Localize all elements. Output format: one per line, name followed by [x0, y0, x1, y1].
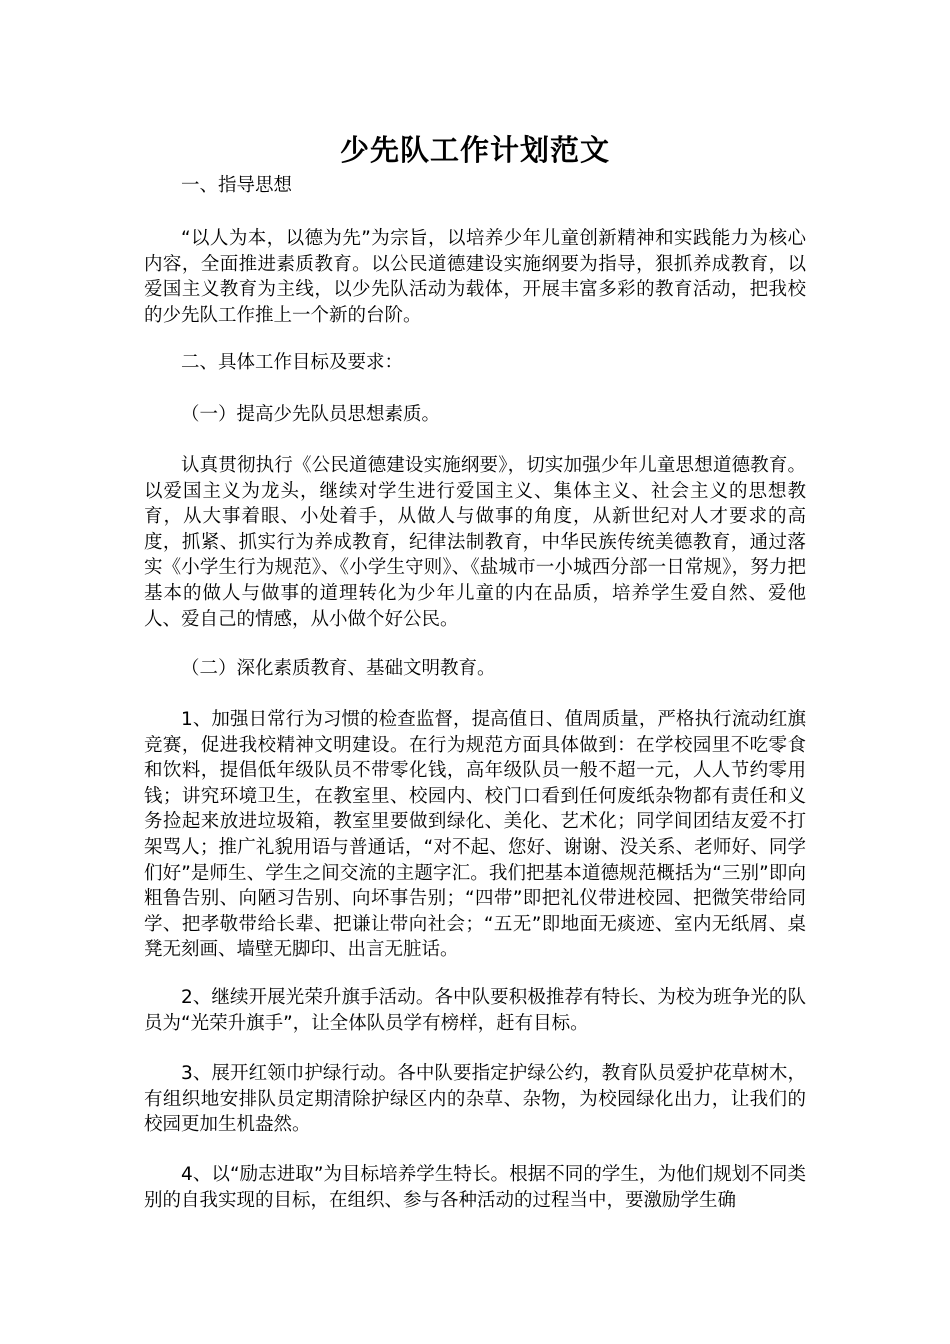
section-heading-work-goals: 二、具体工作目标及要求： — [181, 352, 404, 373]
subsection-heading-thought-quality: （一）提高少先队员思想素质。 — [181, 404, 441, 425]
paragraph-item-1: 1、加强日常行为习惯的检查监督，提高值日、值周质量，严格执行流动红旗竞赛，促进我校精神文明建设。在行为规范方面具体做到：在学校园里不吃零食和饮料，提倡低年级队员不带零化钱，高年级队员一般不超一元，人人节约零用钱；讲究环境卫生，在教室里、校园内、校门口看到任何废纸杂物都有责任和义务捡起来放进垃圾箱，教室里要做到绿化、美化、艺术化；同学间团结友爱不打架骂人；推广礼貌用语与普通话，“对不起、您好、谢谢、没关系、老师好、同学们好”是师生、学生之间交流的主题字汇。我们把基本道德规范概括为“三别”即向粗鲁告别、向陋习告别、向坏事告别；“四带”即把礼仪带进校园、把微笑带给同学、把孝敬带给长辈、把谦让带向社会；“五无”即地面无痰迹、室内无纸屑、桌凳无刻画、墙壁无脚印、出言无脏话。 — [144, 709, 806, 961]
paragraph-item-3: 3、展开红领巾护绿行动。各中队要指定护绿公约，教育队员爱护花草树木，有组织地安排队员定期清除护绿区内的杂草、杂物，为校园绿化出力，让我们的校园更加生机盎然。 — [144, 1063, 806, 1136]
document-title: 少先队工作计划范文 — [339, 133, 610, 167]
section-heading-guiding-ideology: 一、指导思想 — [181, 175, 293, 196]
paragraph-item-4: 4、以“励志进取”为目标培养学生特长。根据不同的学生，为他们规划不同类别的自我实现的目标，在组织、参与各种活动的过程当中，要激励学生确 — [144, 1164, 806, 1211]
paragraph-thought-quality: 认真贯彻执行《公民道德建设实施纲要》，切实加强少年儿童思想道德教育。以爱国主义为龙头，继续对学生进行爱国主义、集体主义、社会主义的思想教育，从大事着眼、小处着手，从做人与做事的角度，从新世纪对人才要求的高度，抓紧、抓实行为养成教育，纪律法制教育，中华民族传统美德教育，通过落实《小学生行为规范》、《小学生守则》、《盐城市一小城西分部一日常规》，努力把基本的做人与做事的道理转化为少年儿童的内在品质，培养学生爱自然、爱他人、爱自己的情感，从小做个好公民。 — [144, 455, 806, 630]
paragraph-guiding-ideology: “以人为本，以德为先”为宗旨，以培养少年儿童创新精神和实践能力为核心内容，全面推进素质教育。以公民道德建设实施纲要为指导，狠抓养成教育，以爱国主义教育为主线，以少先队活动为载体，开展丰富多彩的教育活动，把我校的少先队工作推上一个新的台阶。 — [144, 228, 806, 326]
subsection-heading-quality-education: （二）深化素质教育、基础文明教育。 — [181, 658, 496, 679]
paragraph-item-2: 2、继续开展光荣升旗手活动。各中队要积极推荐有特长、为校为班争光的队员为“光荣升旗手”，让全体队员学有榜样，赶有目标。 — [144, 987, 806, 1034]
